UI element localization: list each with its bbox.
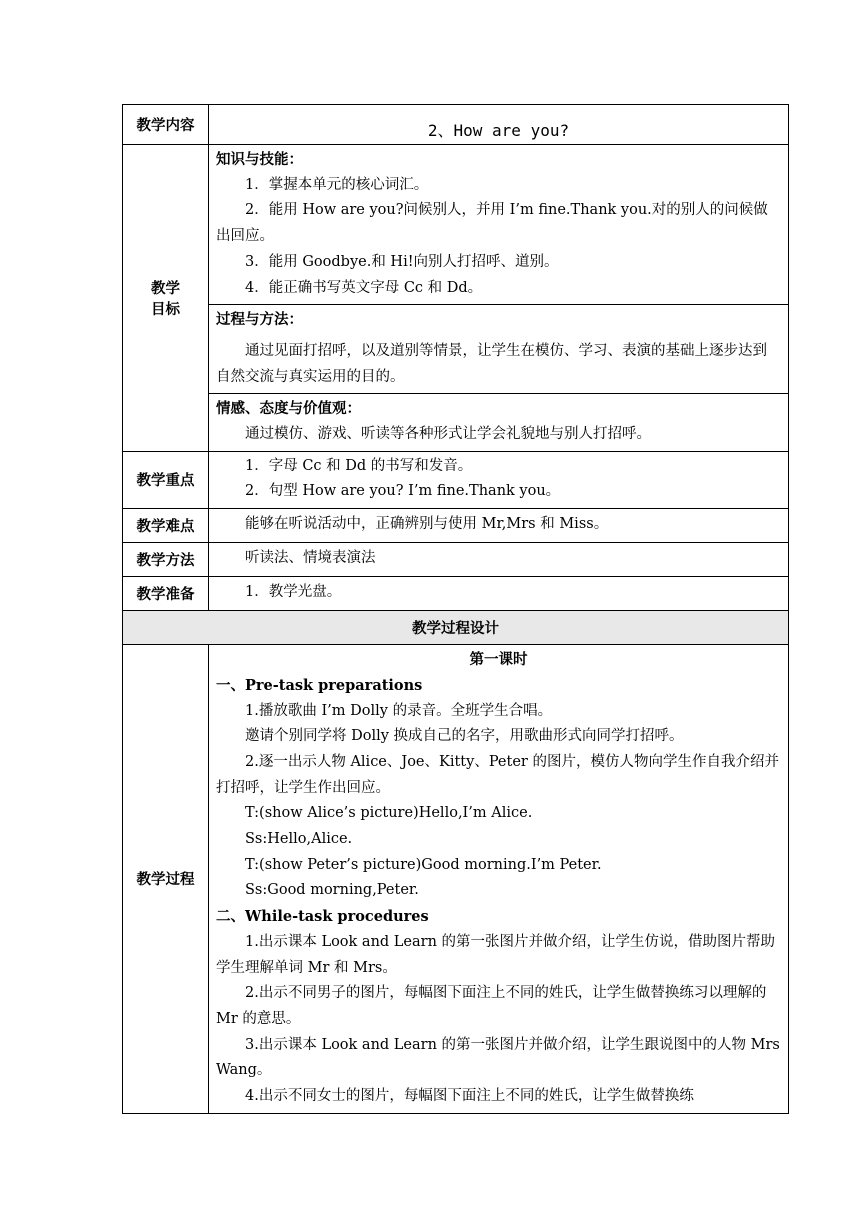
prep-text: 1．教学光盘。 bbox=[245, 584, 342, 601]
process-item: 2.逐一出示人物 Alice、Joe、Kitty、Peter 的图片，模仿人物向学生作自我介绍并打招呼，让学生作出回应。 bbox=[216, 753, 779, 796]
design-header: 教学过程设计 bbox=[123, 611, 789, 645]
process-item: Ss:Good morning,Peter. bbox=[245, 882, 419, 899]
content-row bbox=[123, 105, 789, 145]
knowledge-cell bbox=[209, 145, 789, 305]
process-cell bbox=[209, 645, 789, 1114]
lesson-plan-table bbox=[122, 104, 789, 1114]
goals-knowledge-row bbox=[123, 145, 789, 305]
process-method-heading: 过程与方法： bbox=[216, 311, 303, 329]
prep-cell bbox=[209, 577, 789, 611]
prep-label: 教学准备 bbox=[123, 577, 209, 611]
method-row bbox=[123, 543, 789, 577]
knowledge-heading: 知识与技能： bbox=[216, 151, 303, 168]
lesson-heading: 第一课时 bbox=[469, 651, 528, 669]
difficulty-label: 教学难点 bbox=[123, 509, 209, 543]
attitude-cell bbox=[209, 394, 789, 451]
design-header-row bbox=[123, 611, 789, 645]
process-method-cell bbox=[209, 305, 789, 394]
process-label: 教学过程 bbox=[123, 645, 209, 1114]
difficulty-cell bbox=[209, 509, 789, 543]
process-item: Ss:Hello,Alice. bbox=[245, 831, 353, 848]
goals-label-line1: 教学 bbox=[151, 279, 180, 297]
process-item: 2.出示不同男子的图片，每幅图下面注上不同的姓氏，让学生做替换练习以理解的 Mr 的意思。 bbox=[216, 985, 767, 1027]
goals-process-row bbox=[123, 305, 789, 394]
focus-item: 1．字母 Cc 和 Dd 的书写和发音。 bbox=[245, 457, 473, 474]
difficulty-row bbox=[123, 509, 789, 543]
process-item: T:(show Peter’s picture)Good morning.I’m Peter. bbox=[245, 856, 602, 873]
lesson-plan-sheet bbox=[122, 104, 789, 1114]
process-item: 邀请个别同学将 Dolly 换成自己的名字，用歌曲形式向同学打招呼。 bbox=[245, 728, 684, 745]
goals-label bbox=[123, 145, 209, 452]
method-label: 教学方法 bbox=[123, 543, 209, 577]
knowledge-item: 4．能正确书写英文字母 Cc 和 Dd。 bbox=[245, 279, 483, 296]
method-cell bbox=[209, 543, 789, 577]
process-item: 3.出示课本 Look and Learn 的第一张图片并做介绍，让学生跟说图中的人物 Mrs Wang。 bbox=[216, 1036, 780, 1079]
section-heading: 二、While-task procedures bbox=[216, 908, 429, 926]
focus-item: 2．句型 How are you? I’m fine.Thank you。 bbox=[245, 483, 561, 500]
process-item: 4.出示不同女士的图片，每幅图下面注上不同的姓氏，让学生做替换练 bbox=[245, 1088, 694, 1105]
process-item: T:(show Alice’s picture)Hello,I’m Alice. bbox=[245, 805, 533, 822]
process-item: 1.出示课本 Look and Learn 的第一张图片并做介绍，让学生仿说，借助图片帮助学生理解单词 Mr 和 Mrs。 bbox=[216, 933, 776, 976]
lesson-title: 2、How are you? bbox=[209, 105, 789, 145]
focus-label: 教学重点 bbox=[123, 451, 209, 508]
focus-row bbox=[123, 451, 789, 508]
knowledge-item: 2．能用 How are you?问候别人，并用 I’m fine.Thank you.对的别人的问候做出回应。 bbox=[216, 202, 768, 245]
knowledge-item: 1．掌握本单元的核心词汇。 bbox=[245, 176, 429, 193]
goals-attitude-row bbox=[123, 394, 789, 451]
process-row bbox=[123, 645, 789, 1114]
process-method-text: 通过见面打招呼，以及道别等情景，让学生在模仿、学习、表演的基础上逐步达到自然交流与真实运用的目的。 bbox=[216, 342, 767, 385]
section-heading: 一、Pre-task preparations bbox=[216, 676, 423, 694]
prep-row bbox=[123, 577, 789, 611]
knowledge-item: 3．能用 Goodbye.和 Hi!向别人打招呼、道别。 bbox=[245, 253, 559, 270]
content-label: 教学内容 bbox=[123, 105, 209, 145]
difficulty-text: 能够在听说活动中，正确辨别与使用 Mr,Mrs 和 Miss。 bbox=[245, 516, 609, 533]
method-text: 听读法、情境表演法 bbox=[245, 550, 376, 567]
attitude-heading: 情感、态度与价值观： bbox=[216, 400, 361, 418]
focus-cell bbox=[209, 451, 789, 508]
attitude-text: 通过模仿、游戏、听读等各种形式让学会礼貌地与别人打招呼。 bbox=[245, 426, 651, 443]
process-item: 1.播放歌曲 I’m Dolly 的录音。全班学生合唱。 bbox=[245, 702, 553, 719]
goals-label-line2: 目标 bbox=[151, 300, 180, 318]
